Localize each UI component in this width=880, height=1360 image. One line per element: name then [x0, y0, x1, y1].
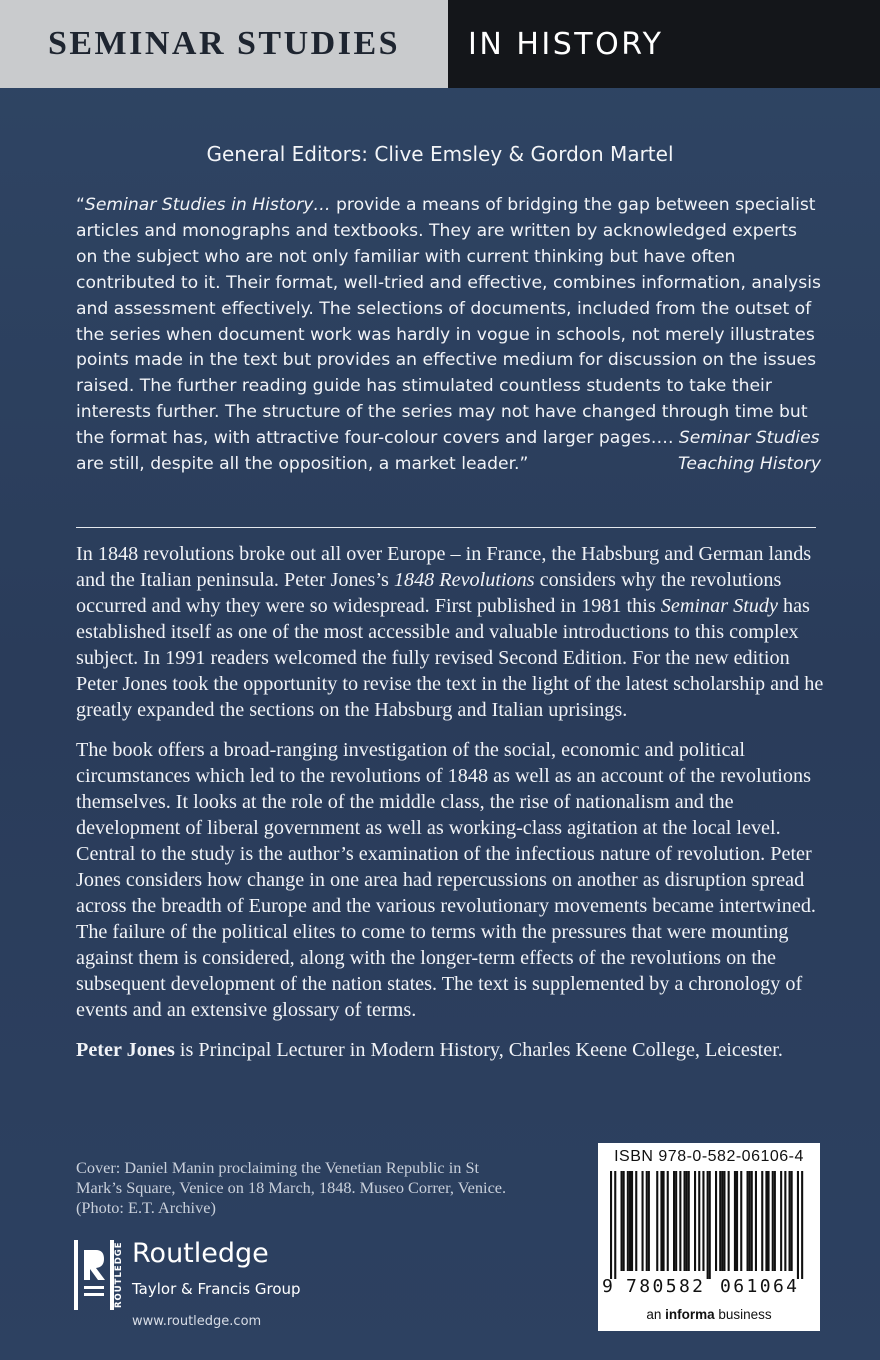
author-bio-text: is Principal Lecturer in Modern History, Charles Keene College, Leicester. [174, 1039, 783, 1061]
series-title-left: SEMINAR STUDIES [47, 25, 401, 62]
series-title-right: IN HISTORY [468, 26, 664, 62]
general-editors: General Editors: Clive Emsley & Gordon Martel [206, 142, 674, 166]
barcode-icon [610, 1171, 808, 1279]
publisher-block [74, 1232, 374, 1342]
p1-text-a: In 1848 revolutions broke out all over Europe – in France, the Habsburg and German lands and the Italian peninsula. Peter Jones’s [76, 543, 812, 591]
barcode-digit-group-2: 061064 [720, 1276, 800, 1297]
p1-text-b: considers why the revolutions occurred and why they were so widespread. First published in 1981 this [76, 569, 782, 617]
quote-series-title: Seminar Studies in History… [84, 195, 331, 215]
routledge-vertical-mark: ROUTLEDGE [114, 1241, 124, 1309]
barcode-panel [598, 1143, 820, 1331]
author-bio [76, 1037, 826, 1063]
seminar-study-italic: Seminar Study [660, 595, 778, 617]
series-title-right-panel [448, 0, 880, 88]
routledge-logo-icon [74, 1240, 114, 1310]
isbn-label: ISBN 978-0-582-06106-4 [614, 1148, 804, 1165]
description [76, 541, 826, 1077]
barcode-digit-group-1: 780582 [626, 1276, 706, 1297]
divider-rule [76, 527, 816, 528]
description-paragraph-1 [76, 541, 826, 723]
p1-text-c: has established itself as one of the most accessible and valuable introductions to this complex subject. In 1991 readers welcomed the fully revised Second Edition. For the new edition Peter Jones took the opportunity to revise the text in the light of the latest scholarship and he greatly expanded the sections on the Habsburg and Italian uprisings. [76, 595, 824, 721]
publisher-url[interactable]: www.routledge.com [132, 1314, 262, 1329]
quote-text-1: provide a means of bridging the gap between specialist articles and monographs and textbooks. They are written by acknowledged experts on the subject who are not only familiar with current thinking but have often contributed to it. Their format, well-tried and effective, combines information, analysis and assessment effectively. The selections of documents, included from the outset of the series when document work was hardly in vogue in schools, not merely illustrates points made in the text but provides an effective medium for discussion on the issues raised. The further reading guide has stimulated countless students to take their interests further. The structure of the series may not have changed through time but the format has, with attractive four-colour covers and larger pages…. [76, 195, 821, 449]
author-name: Peter Jones [76, 1039, 175, 1061]
series-header [0, 0, 880, 88]
informa-suffix: business [714, 1307, 772, 1322]
series-title-left-panel [0, 0, 448, 88]
informa-prefix: an [646, 1307, 666, 1322]
publisher-name: Routledge [132, 1238, 269, 1269]
quote-open-mark: “ [76, 195, 85, 215]
cover-credit: Cover: Daniel Manin proclaiming the Venetian Republic in St Mark’s Square, Venice on 18 March, 1848. Museo Correr, Venice. (Photo: E.T. Archive) [76, 1158, 507, 1217]
quote-attribution: Teaching History [677, 453, 821, 474]
informa-business [598, 1307, 820, 1322]
quote-text-2: are still, despite all the opposition, a market leader.” [76, 454, 529, 475]
book-title-italic: 1848 Revolutions [393, 569, 535, 591]
informa-bold: informa [665, 1307, 715, 1322]
review-quote [76, 193, 821, 478]
barcode-digit-first: 9 [602, 1276, 613, 1297]
publisher-group: Taylor & Francis Group [132, 1280, 301, 1298]
quote-series-short: Seminar Studies [678, 428, 820, 449]
description-paragraph-2: The book offers a broad-ranging investigation of the social, economic and political circumstances which led to the revolutions of 1848 as well as an account of the revolutions themselves. It looks at the role of the middle class, the rise of nationalism and the development of liberal government as well as working-class agitation at the local level. Central to the study is the author’s examination of the infectious nature of revolution. Peter Jones considers how change in one area had repercussions on another as disruption spread across the breadth of Europe and the various revolutionary movements became intertwined. The failure of the political elites to come to terms with the pressures that were mounting against them is considered, along with the longer-term effects of the revolutions on the subsequent development of the nation states. The text is supplemented by a chronology of events and an extensive glossary of terms. [76, 739, 816, 1021]
